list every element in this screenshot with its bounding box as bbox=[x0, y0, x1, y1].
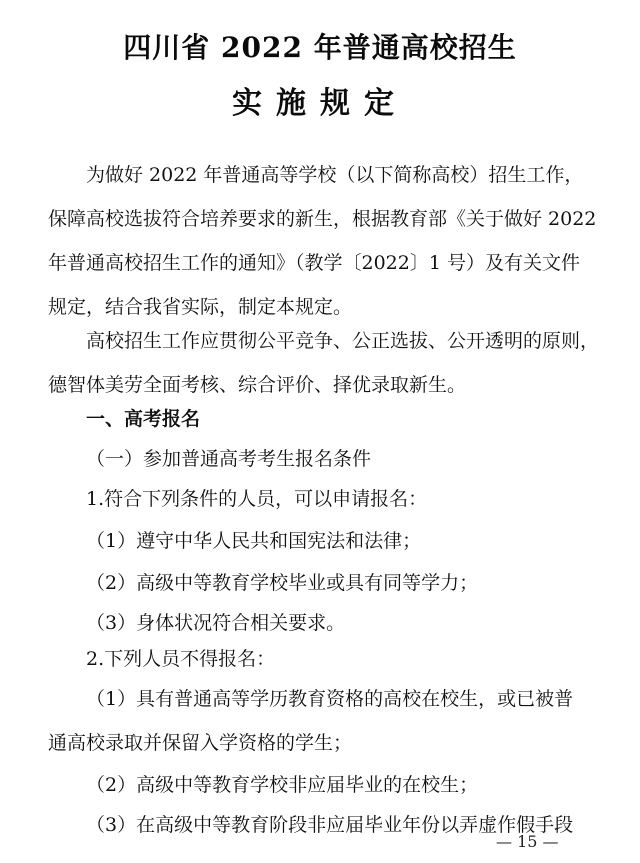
subsection-heading: （一）参加普通高考考生报名条件 bbox=[86, 448, 372, 470]
page-number: — 15 — bbox=[496, 832, 559, 851]
paragraph-1-line-2: 保障高校选拔符合培养要求的新生，根据教育部《关于做好 2022 bbox=[48, 208, 597, 230]
list-item: （2）高级中等教育学校非应届毕业的在校生； bbox=[86, 774, 479, 796]
list-item: （2）高级中等教育学校毕业或具有同等学力； bbox=[86, 572, 479, 594]
document-subtitle: 实施规定 bbox=[232, 86, 408, 121]
section-heading: 一、高考报名 bbox=[86, 408, 201, 430]
list-item: （1）具有普通高等学历教育资格的高校在校生，或已被普 bbox=[86, 688, 574, 710]
paragraph-1-line-4: 规定，结合我省实际，制定本规定。 bbox=[48, 296, 353, 318]
list-item-continuation: 通高校录取并保留入学资格的学生； bbox=[48, 732, 353, 754]
paragraph-1-line-3: 年普通高校招生工作的通知》（教学〔2022〕1 号）及有关文件 bbox=[48, 252, 580, 274]
paragraph-2-line-1: 高校招生工作应贯彻公平竞争、公正选拔、公开透明的原则， bbox=[86, 330, 600, 352]
list-item: 2.下列人员不得报名： bbox=[86, 648, 276, 670]
paragraph-2-line-2: 德智体美劳全面考核、综合评价、择优录取新生。 bbox=[48, 374, 467, 396]
document-title: 四川省 2022 年普通高校招生 bbox=[123, 31, 517, 64]
list-item: （1）遵守中华人民共和国宪法和法律； bbox=[86, 530, 422, 552]
list-item: （3）身体状况符合相关要求。 bbox=[86, 612, 346, 634]
list-item: （3）在高级中等教育阶段非应届毕业年份以弄虚作假手段 bbox=[86, 814, 574, 836]
list-item: 1.符合下列条件的人员，可以申请报名： bbox=[86, 488, 428, 510]
paragraph-1-line-1: 为做好 2022 年普通高等学校（以下简称高校）招生工作， bbox=[86, 164, 584, 186]
